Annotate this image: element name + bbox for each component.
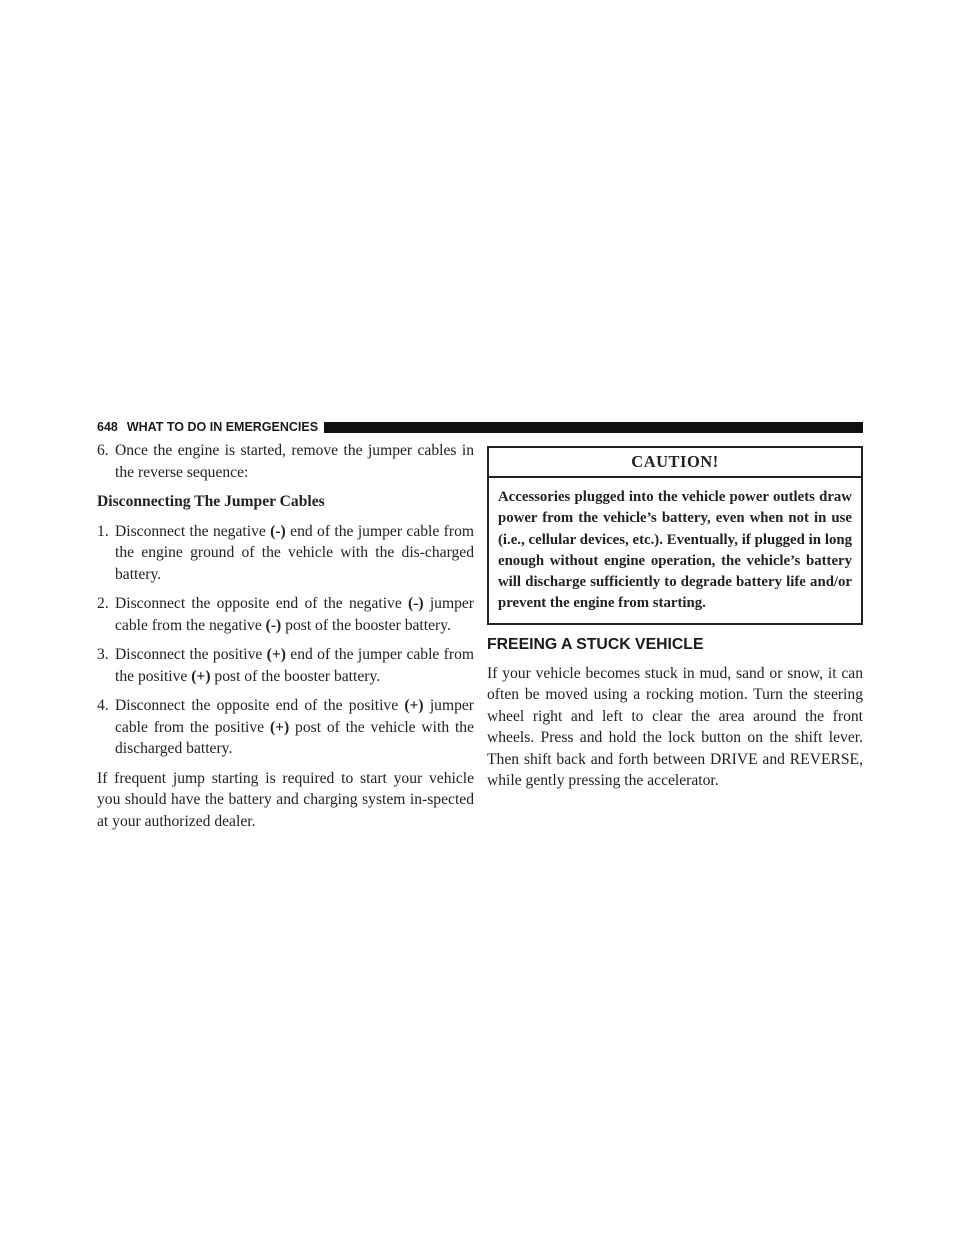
stuck-vehicle-paragraph: If your vehicle becomes stuck in mud, sand or snow, it can often be moved using a rocking motion. Turn the steering wheel right and left to clear the area around the front wheels. Press and hold the lock button on the shift lever. Then shift back and forth between DRIVE and REVERSE, while gently pressing the accelerator. (487, 664, 863, 790)
jump-start-note: If frequent jump starting is required to start your vehicle you should have the battery and charging system in-spected at your authorized dealer. (97, 769, 474, 830)
step-6 (97, 440, 474, 483)
section-heading-stuck-vehicle: FREEING A STUCK VEHICLE (487, 635, 704, 653)
step-number: 6. (97, 442, 109, 459)
header-rule (324, 422, 863, 433)
step-number: 2. (97, 595, 109, 612)
right-column (487, 446, 863, 792)
negative-symbol: (-) (270, 522, 286, 540)
step-1 (97, 521, 474, 586)
positive-symbol: (+) (266, 646, 286, 663)
running-section-title: WHAT TO DO IN EMERGENCIES (126, 420, 319, 434)
left-column (97, 440, 474, 832)
step-text: Disconnect the positive (+) end of the jumper cable from the positive (+) post of the booster battery. (115, 646, 474, 685)
positive-symbol: (+) (191, 667, 211, 685)
step-text: Once the engine is started, remove the jumper cables in the reverse sequence: (115, 442, 474, 481)
subheading-disconnecting: Disconnecting The Jumper Cables (97, 493, 325, 510)
negative-symbol: (-) (408, 595, 424, 612)
positive-symbol: (+) (404, 697, 424, 714)
caution-title: CAUTION! (489, 448, 861, 478)
positive-symbol: (+) (269, 718, 290, 736)
step-2 (97, 593, 474, 636)
step-4 (97, 695, 474, 760)
step-number: 1. (97, 522, 109, 540)
page-header (97, 419, 863, 435)
step-3 (97, 644, 474, 687)
caution-box (487, 446, 863, 625)
step-text: Disconnect the negative (-) end of the jumper cable from the engine ground of the vehicle with the dis-charged battery. (115, 522, 474, 583)
step-text: Disconnect the opposite end of the negative (-) jumper cable from the negative (-) post of the booster battery. (115, 595, 474, 634)
step-number: 4. (97, 697, 109, 714)
negative-symbol: (-) (265, 616, 282, 634)
step-text: Disconnect the opposite end of the positive (+) jumper cable from the positive (+) post of the vehicle with the discharged battery. (115, 697, 474, 757)
page-number: 648 (97, 420, 118, 434)
step-number: 3. (97, 646, 109, 663)
caution-text: Accessories plugged into the vehicle power outlets draw power from the vehicle’s battery, even when not in use (i.e., cellular devices, etc.). Eventually, if plugged in long enough without engine operation, the vehicle’s battery will discharge sufficiently to degrade battery life and/or prevent the engine from starting. (498, 489, 852, 612)
